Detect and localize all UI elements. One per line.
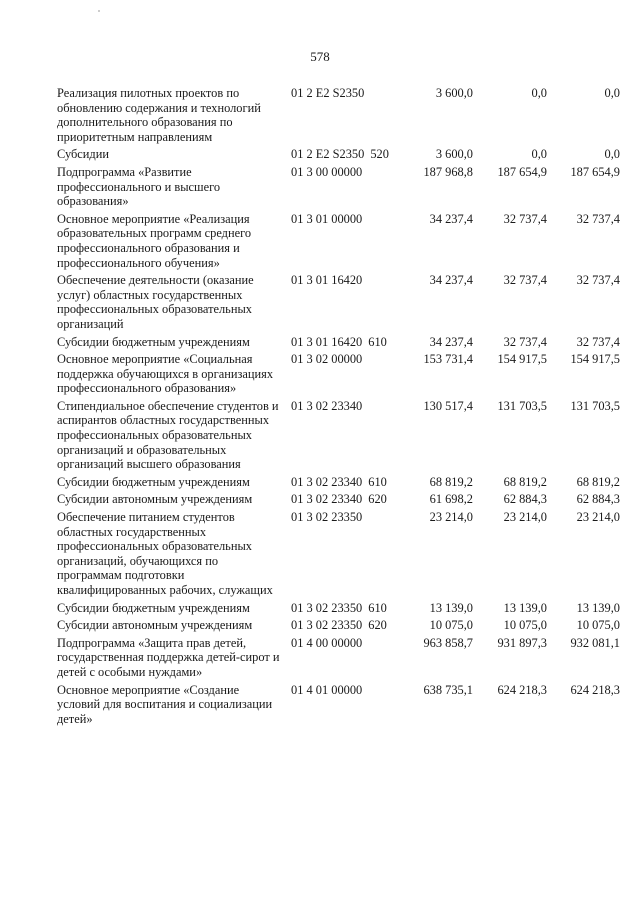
row-name: Основное мероприятие «Создание условий для воспитания и социализации детей» (57, 682, 273, 726)
value-col-2: 154 917,5 (497, 352, 547, 367)
row-code (291, 492, 387, 507)
table-row (57, 147, 620, 162)
table-row (57, 618, 620, 633)
value-col-3: 932 081,1 (570, 635, 620, 650)
row-code (291, 86, 370, 101)
target-article-code: 01 3 00 00000 (291, 164, 363, 179)
value-col-2: 0,0 (531, 147, 547, 162)
value-col-3: 131 703,5 (570, 398, 620, 413)
row-code (291, 352, 368, 367)
value-col-2: 23 214,0 (503, 510, 547, 525)
page-number: 578 (310, 49, 330, 64)
target-article-code: 01 3 02 23350 (291, 510, 363, 525)
target-article-code: 01 3 02 23340 (291, 474, 363, 489)
target-article-code: 01 3 02 23340 (291, 398, 363, 413)
value-col-2: 131 703,5 (497, 398, 547, 413)
value-col-3: 10 075,0 (576, 618, 620, 633)
value-col-2: 32 737,4 (503, 273, 547, 288)
row-code (291, 510, 368, 525)
value-col-1: 13 139,0 (429, 600, 473, 615)
value-col-3: 13 139,0 (576, 600, 620, 615)
row-code (291, 212, 368, 227)
row-name: Основное мероприятие «Реализация образовательных программ среднего профессионального образования и профессионального обучения» (57, 211, 252, 270)
target-article-code: 01 3 01 16420 (291, 273, 363, 288)
value-col-2: 62 884,3 (503, 492, 547, 507)
value-col-1: 34 237,4 (429, 211, 473, 226)
value-col-1: 3 600,0 (435, 147, 473, 162)
row-code (291, 636, 368, 651)
table-row (57, 399, 620, 472)
value-col-2: 68 819,2 (503, 474, 547, 489)
budget-table (57, 86, 620, 729)
row-name: Обеспечение питанием студентов областных государственных профессиональных образовательных организаций, обучающихся по программам подготовки квалифицированных рабочих, служащих (57, 510, 273, 597)
row-code (291, 147, 389, 162)
value-col-2: 931 897,3 (497, 635, 547, 650)
target-article-code: 01 3 02 23350 (291, 618, 363, 633)
row-name: Субсидии (57, 147, 109, 162)
table-row (57, 352, 620, 396)
value-col-1: 68 819,2 (429, 474, 473, 489)
row-code (291, 601, 387, 616)
row-code (291, 399, 368, 414)
table-row (57, 165, 620, 209)
row-code (291, 165, 368, 180)
value-col-3: 62 884,3 (576, 492, 620, 507)
table-row (57, 475, 620, 490)
value-col-3: 68 819,2 (576, 474, 620, 489)
expense-type-code: 620 (368, 618, 387, 633)
table-row (57, 273, 620, 331)
value-col-3: 32 737,4 (576, 334, 620, 349)
table-row (57, 492, 620, 507)
row-name: Основное мероприятие «Социальная поддержка обучающихся в организациях профессионального образования» (57, 352, 274, 396)
table-row (57, 212, 620, 270)
target-article-code: 01 4 00 00000 (291, 635, 363, 650)
target-article-code: 01 3 02 23340 (291, 492, 363, 507)
value-col-1: 638 735,1 (423, 682, 473, 697)
row-name: Субсидии бюджетным учреждениям (57, 334, 250, 349)
value-col-1: 61 698,2 (429, 492, 473, 507)
row-name: Субсидии бюджетным учреждениям (57, 474, 250, 489)
value-col-3: 23 214,0 (576, 510, 620, 525)
value-col-2: 32 737,4 (503, 211, 547, 226)
value-col-1: 34 237,4 (429, 273, 473, 288)
value-col-2: 13 139,0 (503, 600, 547, 615)
row-code (291, 475, 387, 490)
table-row (57, 636, 620, 680)
target-article-code: 01 4 01 00000 (291, 682, 363, 697)
row-name: Субсидии автономным учреждениям (57, 618, 253, 633)
target-article-code: 01 3 02 23350 (291, 600, 363, 615)
value-col-1: 153 731,4 (423, 352, 473, 367)
target-article-code: 01 2 E2 S2350 (291, 86, 365, 100)
value-col-3: 154 917,5 (570, 352, 620, 367)
target-article-code: 01 3 01 16420 (291, 334, 363, 349)
value-col-2: 624 218,3 (497, 682, 547, 697)
row-name: Реализация пилотных проектов по обновлению содержания и технологий дополнительного образования по приоритетным направлениям (57, 86, 261, 144)
target-article-code: 01 3 01 00000 (291, 211, 363, 226)
row-name: Подпрограмма «Защита прав детей, государственная поддержка детей-сирот и детей с особыми нуждами» (57, 635, 280, 679)
value-col-3: 32 737,4 (576, 211, 620, 226)
value-col-3: 32 737,4 (576, 273, 620, 288)
expense-type-code: 610 (368, 600, 387, 615)
value-col-2: 187 654,9 (497, 164, 547, 179)
expense-type-code: 520 (370, 147, 389, 162)
row-name: Субсидии автономным учреждениям (57, 492, 253, 507)
table-row (57, 86, 620, 144)
expense-type-code: 610 (368, 334, 387, 349)
row-code (291, 335, 387, 350)
row-name: Обеспечение деятельности (оказание услуг) областных государственных профессиональных образовательных организаций (57, 273, 254, 331)
value-col-1: 130 517,4 (423, 398, 473, 413)
row-code (291, 618, 387, 633)
value-col-3: 0,0 (604, 86, 620, 100)
scan-dot (98, 10, 100, 12)
value-col-1: 34 237,4 (429, 334, 473, 349)
value-col-2: 32 737,4 (503, 334, 547, 349)
value-col-2: 10 075,0 (503, 618, 547, 633)
value-col-1: 187 968,8 (423, 164, 473, 179)
target-article-code: 01 3 02 00000 (291, 352, 363, 367)
table-row (57, 510, 620, 598)
value-col-3: 624 218,3 (570, 682, 620, 697)
row-code (291, 273, 368, 288)
value-col-3: 0,0 (604, 147, 620, 162)
value-col-1: 10 075,0 (429, 618, 473, 633)
table-row (57, 601, 620, 616)
row-name: Стипендиальное обеспечение студентов и аспирантов областных государственных профессиональных образовательных организаций и образовательных организаций высшего образования (57, 398, 279, 472)
row-name: Подпрограмма «Развитие профессионального и высшего образования» (57, 164, 221, 209)
table-row (57, 335, 620, 350)
value-col-2: 0,0 (531, 86, 547, 100)
expense-type-code: 620 (368, 492, 387, 507)
value-col-1: 3 600,0 (435, 86, 473, 100)
value-col-3: 187 654,9 (570, 164, 620, 179)
row-name: Субсидии бюджетным учреждениям (57, 600, 250, 615)
value-col-1: 23 214,0 (429, 510, 473, 525)
expense-type-code: 610 (368, 474, 387, 489)
table-row (57, 683, 620, 727)
value-col-1: 963 858,7 (423, 635, 473, 650)
target-article-code: 01 2 E2 S2350 (291, 147, 365, 162)
row-code (291, 683, 368, 698)
